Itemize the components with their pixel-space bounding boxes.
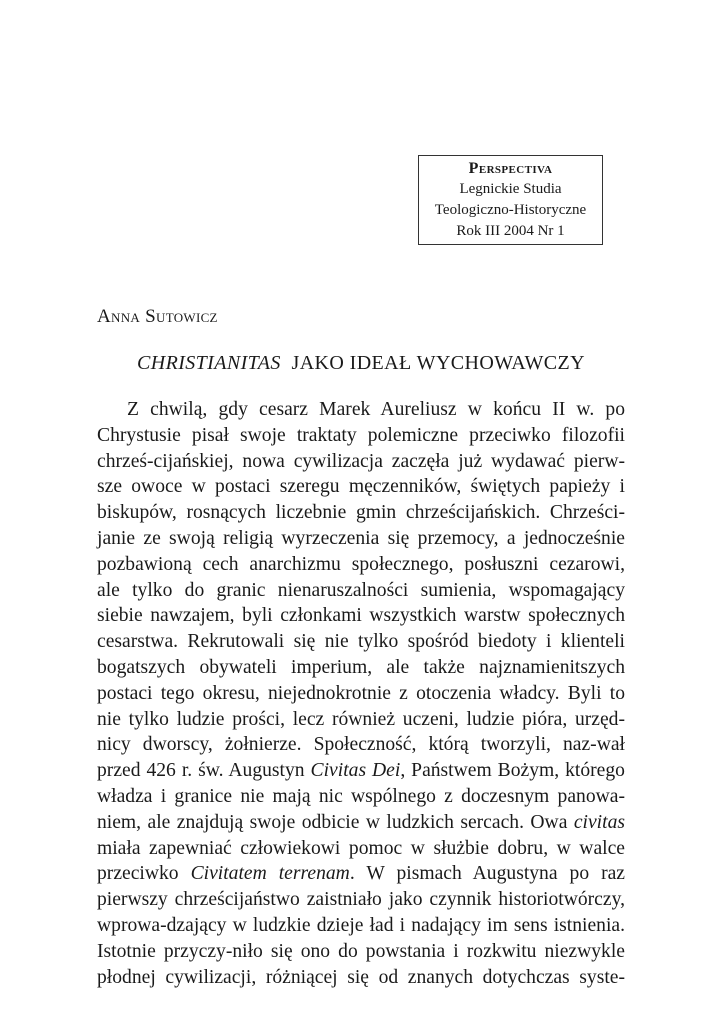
text-segment: Z chwilą, gdy cesarz Marek Aureliusz w końcu II w. po — [127, 399, 625, 420]
body-line — [97, 423, 625, 449]
body-line — [97, 887, 625, 913]
article-title — [97, 352, 625, 375]
journal-name: Perspectiva — [468, 160, 553, 177]
italic-term: Civitas Dei — [310, 760, 401, 782]
text-segment: . W pismach Augustyna po raz — [349, 863, 626, 885]
text-segment: postaci tego okresu, niejednokrotnie z otoczenia władcy. Byli to — [97, 682, 625, 704]
text-segment: pierwszy chrześcijaństwo zaistniało jako czynnik historiotwórczy, — [97, 889, 625, 911]
text-segment: przeciwko — [97, 863, 191, 885]
body-line — [97, 552, 625, 578]
text-segment: sze owoce w postaci szeregu męczenników, świętych papieży i — [97, 476, 625, 498]
body-line — [97, 965, 625, 991]
body-line — [97, 913, 625, 939]
text-segment: siebie nawzajem, byli członkami wszystkich warstw społecznych — [97, 605, 625, 627]
author-name: Anna Sutowicz — [97, 306, 218, 327]
body-line — [97, 836, 625, 862]
text-segment: niem, ale znajdują swoje odbicie w ludzkich sercach. Owa — [97, 811, 574, 833]
text-segment: chrześ-cijańskiej, nowa cywilizacja zaczęła już wydawać pierw- — [97, 450, 625, 472]
body-line — [97, 526, 625, 552]
text-segment: Istotnie przyczy-niło się ono do powstania i rozkwitu niezwykle — [97, 940, 625, 962]
body-line — [97, 629, 625, 655]
italic-term: civitas — [573, 811, 625, 833]
body-line — [97, 603, 625, 629]
text-segment: biskupów, rosnących liczebnie gmin chrześcijańskich. Chrześci- — [97, 502, 625, 524]
text-segment: wprowa-dzający w ludzkie dzieje ład i nadający im sens istnienia. — [97, 914, 625, 936]
body-line — [97, 474, 625, 500]
body-line — [97, 939, 625, 965]
text-segment: ale tylko do granic nienaruszalności sumienia, wspomagający — [97, 579, 625, 601]
text-segment: pozbawioną cech anarchizmu społecznego, posłuszni cezarowi, — [97, 553, 625, 575]
text-segment: miała zapewniać człowiekowi pomoc w służbie dobru, w walce — [97, 837, 625, 859]
body-line — [97, 500, 625, 526]
text-segment: płodnej cywilizacji, różniącej się od znanych dotychczas syste- — [97, 966, 625, 988]
text-segment: władza i granice nie mają nic wspólnego z doczesnym panowa- — [97, 785, 625, 807]
text-segment: Chrystusie pisał swoje traktaty polemiczne przeciwko filozofii — [97, 424, 625, 446]
body-line — [97, 758, 625, 784]
journal-subtitle: Teologiczno-Historyczne — [434, 202, 587, 218]
text-segment: nicy dworscy, żołnierze. Społeczność, którą tworzyli, naz-wał — [97, 734, 625, 756]
body-line — [97, 655, 625, 681]
body-line — [97, 397, 625, 423]
body-line — [97, 861, 625, 887]
article-body — [97, 397, 625, 990]
italic-term: Civitatem terrenam — [190, 863, 350, 885]
article-title-italic: CHRISTIANITAS — [137, 352, 281, 374]
journal-info-box — [418, 155, 603, 245]
journal-series: Legnickie Studia — [459, 181, 562, 197]
article-title-rest: JAKO IDEAŁ WYCHOWAWCZY — [291, 352, 585, 374]
body-line — [97, 707, 625, 733]
body-line — [97, 578, 625, 604]
text-segment: nie tylko ludzie prości, lecz również uczeni, ludzie pióra, urzęd- — [97, 708, 625, 730]
text-segment: bogatszych obywateli imperium, ale także najznamienitszych — [97, 656, 625, 678]
text-segment: cesarstwa. Rekrutowali się nie tylko spośród biedoty i klienteli — [97, 631, 625, 653]
body-line — [97, 784, 625, 810]
journal-issue: Rok III 2004 Nr 1 — [456, 223, 565, 239]
text-segment: , Państwem Bożym, którego — [400, 760, 625, 782]
body-line — [97, 449, 625, 475]
text-segment: przed 426 r. św. Augustyn — [97, 760, 311, 782]
body-line — [97, 810, 625, 836]
text-segment: janie ze swoją religią wyrzeczenia się przemocy, a jednocześnie — [97, 527, 625, 549]
body-line — [97, 732, 625, 758]
body-line — [97, 681, 625, 707]
